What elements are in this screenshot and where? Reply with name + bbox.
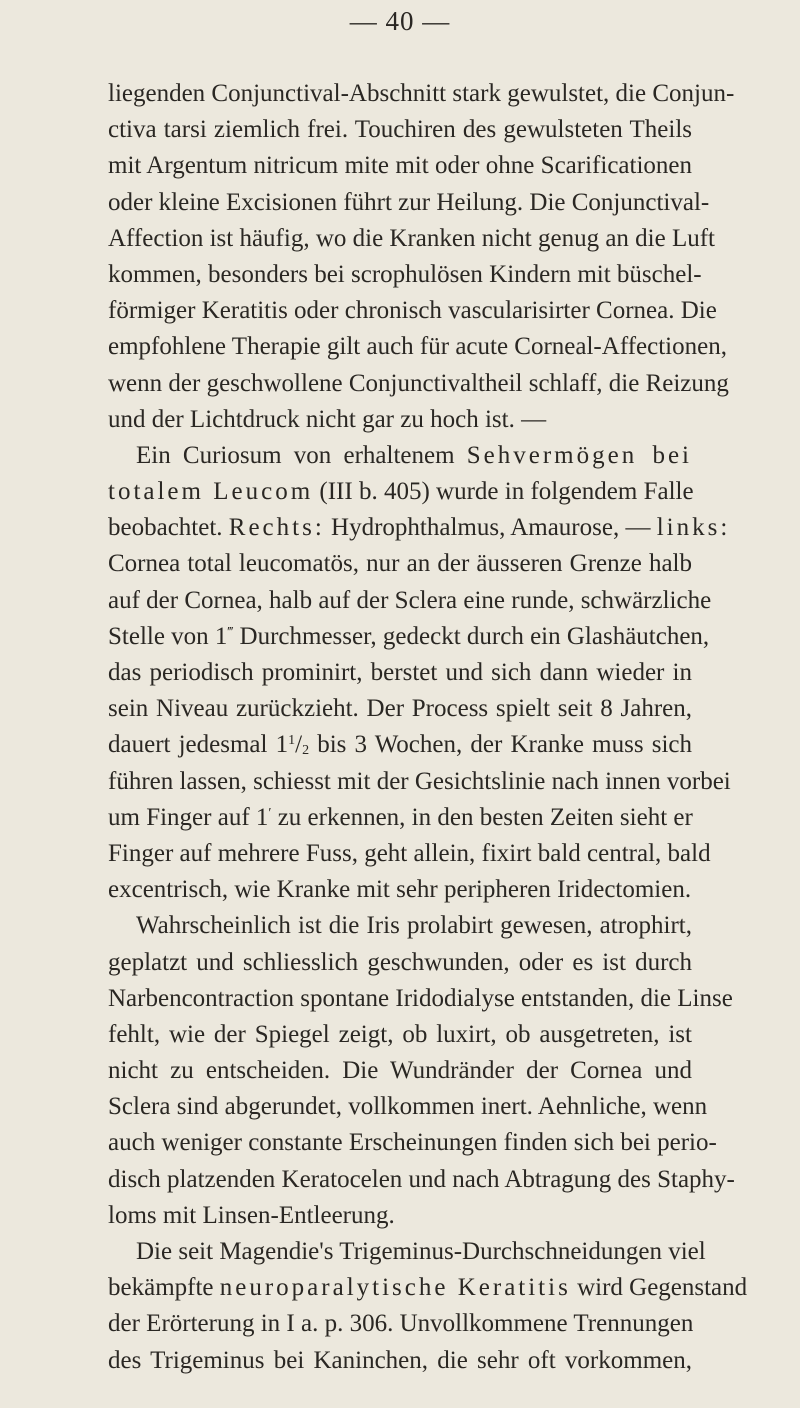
text-line: Cornea total leucomatös, nur an der äusseren Grenze halb xyxy=(108,550,692,578)
text-run: bekämpfte xyxy=(108,1274,220,1302)
text-line: kommen, besonders bei scrophulösen Kindern mit büschel- xyxy=(108,260,702,288)
text-run: Stelle von 1 xyxy=(108,622,228,650)
page-number: — 40 — xyxy=(349,6,451,36)
text-line: ctiva tarsi ziemlich frei. Touchiren des gewulsteten Theils xyxy=(108,116,692,144)
text-line: nicht zu entscheiden. Die Wundränder der Cornea und xyxy=(108,1057,692,1085)
text-line xyxy=(108,474,692,510)
text-line: der Erörterung in I a. p. 306. Unvollkommene Trennungen xyxy=(108,1310,694,1338)
paragraph-1 xyxy=(108,76,735,438)
fraction-numerator: 1 xyxy=(288,733,296,749)
text-line xyxy=(108,510,731,546)
text-run: (III b. 405) wurde in folgendem Falle xyxy=(313,478,694,506)
spaced-emphasis: links: xyxy=(656,514,731,542)
text-line: loms mit Linsen-Entleerung. xyxy=(108,1201,395,1229)
text-line xyxy=(108,438,692,474)
text-line: mit Argentum nitricum mite mit oder ohne Scarificationen xyxy=(108,152,692,180)
paragraph-3 xyxy=(108,908,735,1234)
text-line xyxy=(108,619,710,655)
text-line: auf der Cornea, halb auf der Sclera eine runde, schwärzliche xyxy=(108,586,712,614)
text-line: das periodisch prominirt, berstet und sich dann wieder in xyxy=(108,659,692,686)
text-line: fehlt, wie der Spiegel zeigt, ob luxirt, ob ausgetreten, ist xyxy=(108,1020,692,1048)
text-line: liegenden Conjunctival-Abschnitt stark gewulstet, die Conjun- xyxy=(108,80,735,107)
text-line: des Trigeminus bei Kaninchen, die sehr oft vorkommen, xyxy=(108,1346,692,1374)
body-text xyxy=(108,76,748,1379)
text-run: um Finger auf 1 xyxy=(108,803,269,831)
spaced-emphasis: neuroparalytische Keratitis xyxy=(219,1274,571,1302)
text-line: geplatzt und schliesslich geschwunden, oder es ist durch xyxy=(108,948,692,976)
text-line: Finger auf mehrere Fuss, geht allein, fixirt bald central, bald xyxy=(108,839,711,867)
text-line: Affection ist häufig, wo die Kranken nicht genug an die Luft xyxy=(108,224,716,252)
text-line: sein Niveau zurückzieht. Der Process spielt seit 8 Jahren, xyxy=(108,695,692,723)
text-line: disch platzenden Keratocelen und nach Abtragung des Staphy- xyxy=(108,1165,735,1193)
text-line: förmiger Keratitis oder chronisch vascularisirter Cornea. Die xyxy=(108,297,717,325)
text-run: Durchmesser, gedeckt durch ein Glashäutchen, xyxy=(233,622,710,650)
text-line: Narbencontraction spontane Iridodialyse entstanden, die Linse xyxy=(108,984,733,1012)
text-line: auch weniger constante Erscheinungen finden sich bei perio- xyxy=(108,1129,717,1157)
paragraph-2 xyxy=(108,438,731,908)
fraction-slash: / xyxy=(295,731,303,759)
text-line: Die seit Magendie's Trigeminus-Durchschneidungen viel xyxy=(136,1238,706,1265)
text-line xyxy=(108,1270,748,1306)
text-run: Hydrophthalmus, Amaurose, — xyxy=(324,514,657,542)
text-run: wird Gegenstand xyxy=(570,1274,748,1302)
text-line: empfohlene Therapie gilt auch für acute Corneal-Affectionen, xyxy=(108,333,727,361)
fraction-denominator: 2 xyxy=(302,743,310,759)
text-line: führen lassen, schiesst mit der Gesichtslinie nach innen vorbei xyxy=(108,767,731,795)
text-run: zu erkennen, in den besten Zeiten sieht er xyxy=(271,803,693,831)
text-run: bis 3 Wochen, der Kranke muss sich xyxy=(309,731,692,759)
spaced-emphasis: Rechts: xyxy=(228,514,325,542)
spaced-emphasis: totalem Leucom xyxy=(108,478,314,506)
text-line: Wahrscheinlich ist die Iris prolabirt gewesen, atrophirt, xyxy=(136,912,692,940)
foot-mark-superscript: ′ xyxy=(268,805,272,821)
text-line: oder kleine Excisionen führt zur Heilung. Die Conjunctival- xyxy=(108,188,710,216)
text-run: Ein Curiosum von erhaltenem xyxy=(136,441,467,469)
text-run: beobachtet. xyxy=(108,514,229,542)
text-line xyxy=(108,727,692,763)
text-line: excentrisch, wie Kranke mit sehr peripheren Iridectomien. xyxy=(108,876,692,904)
spaced-emphasis: Sehvermögen bei xyxy=(466,441,692,469)
text-run: dauert jedesmal 1 xyxy=(108,731,289,759)
paragraph-4 xyxy=(108,1234,748,1379)
line-mark-superscript: ‴ xyxy=(227,624,234,640)
text-line: wenn der geschwollene Conjunctivaltheil schlaff, die Reizung xyxy=(108,369,729,397)
text-line xyxy=(108,800,692,836)
text-line: Sclera sind abgerundet, vollkommen inert. Aehnliche, wenn xyxy=(108,1093,708,1121)
text-line: und der Lichtdruck nicht gar zu hoch ist. — xyxy=(108,405,547,433)
